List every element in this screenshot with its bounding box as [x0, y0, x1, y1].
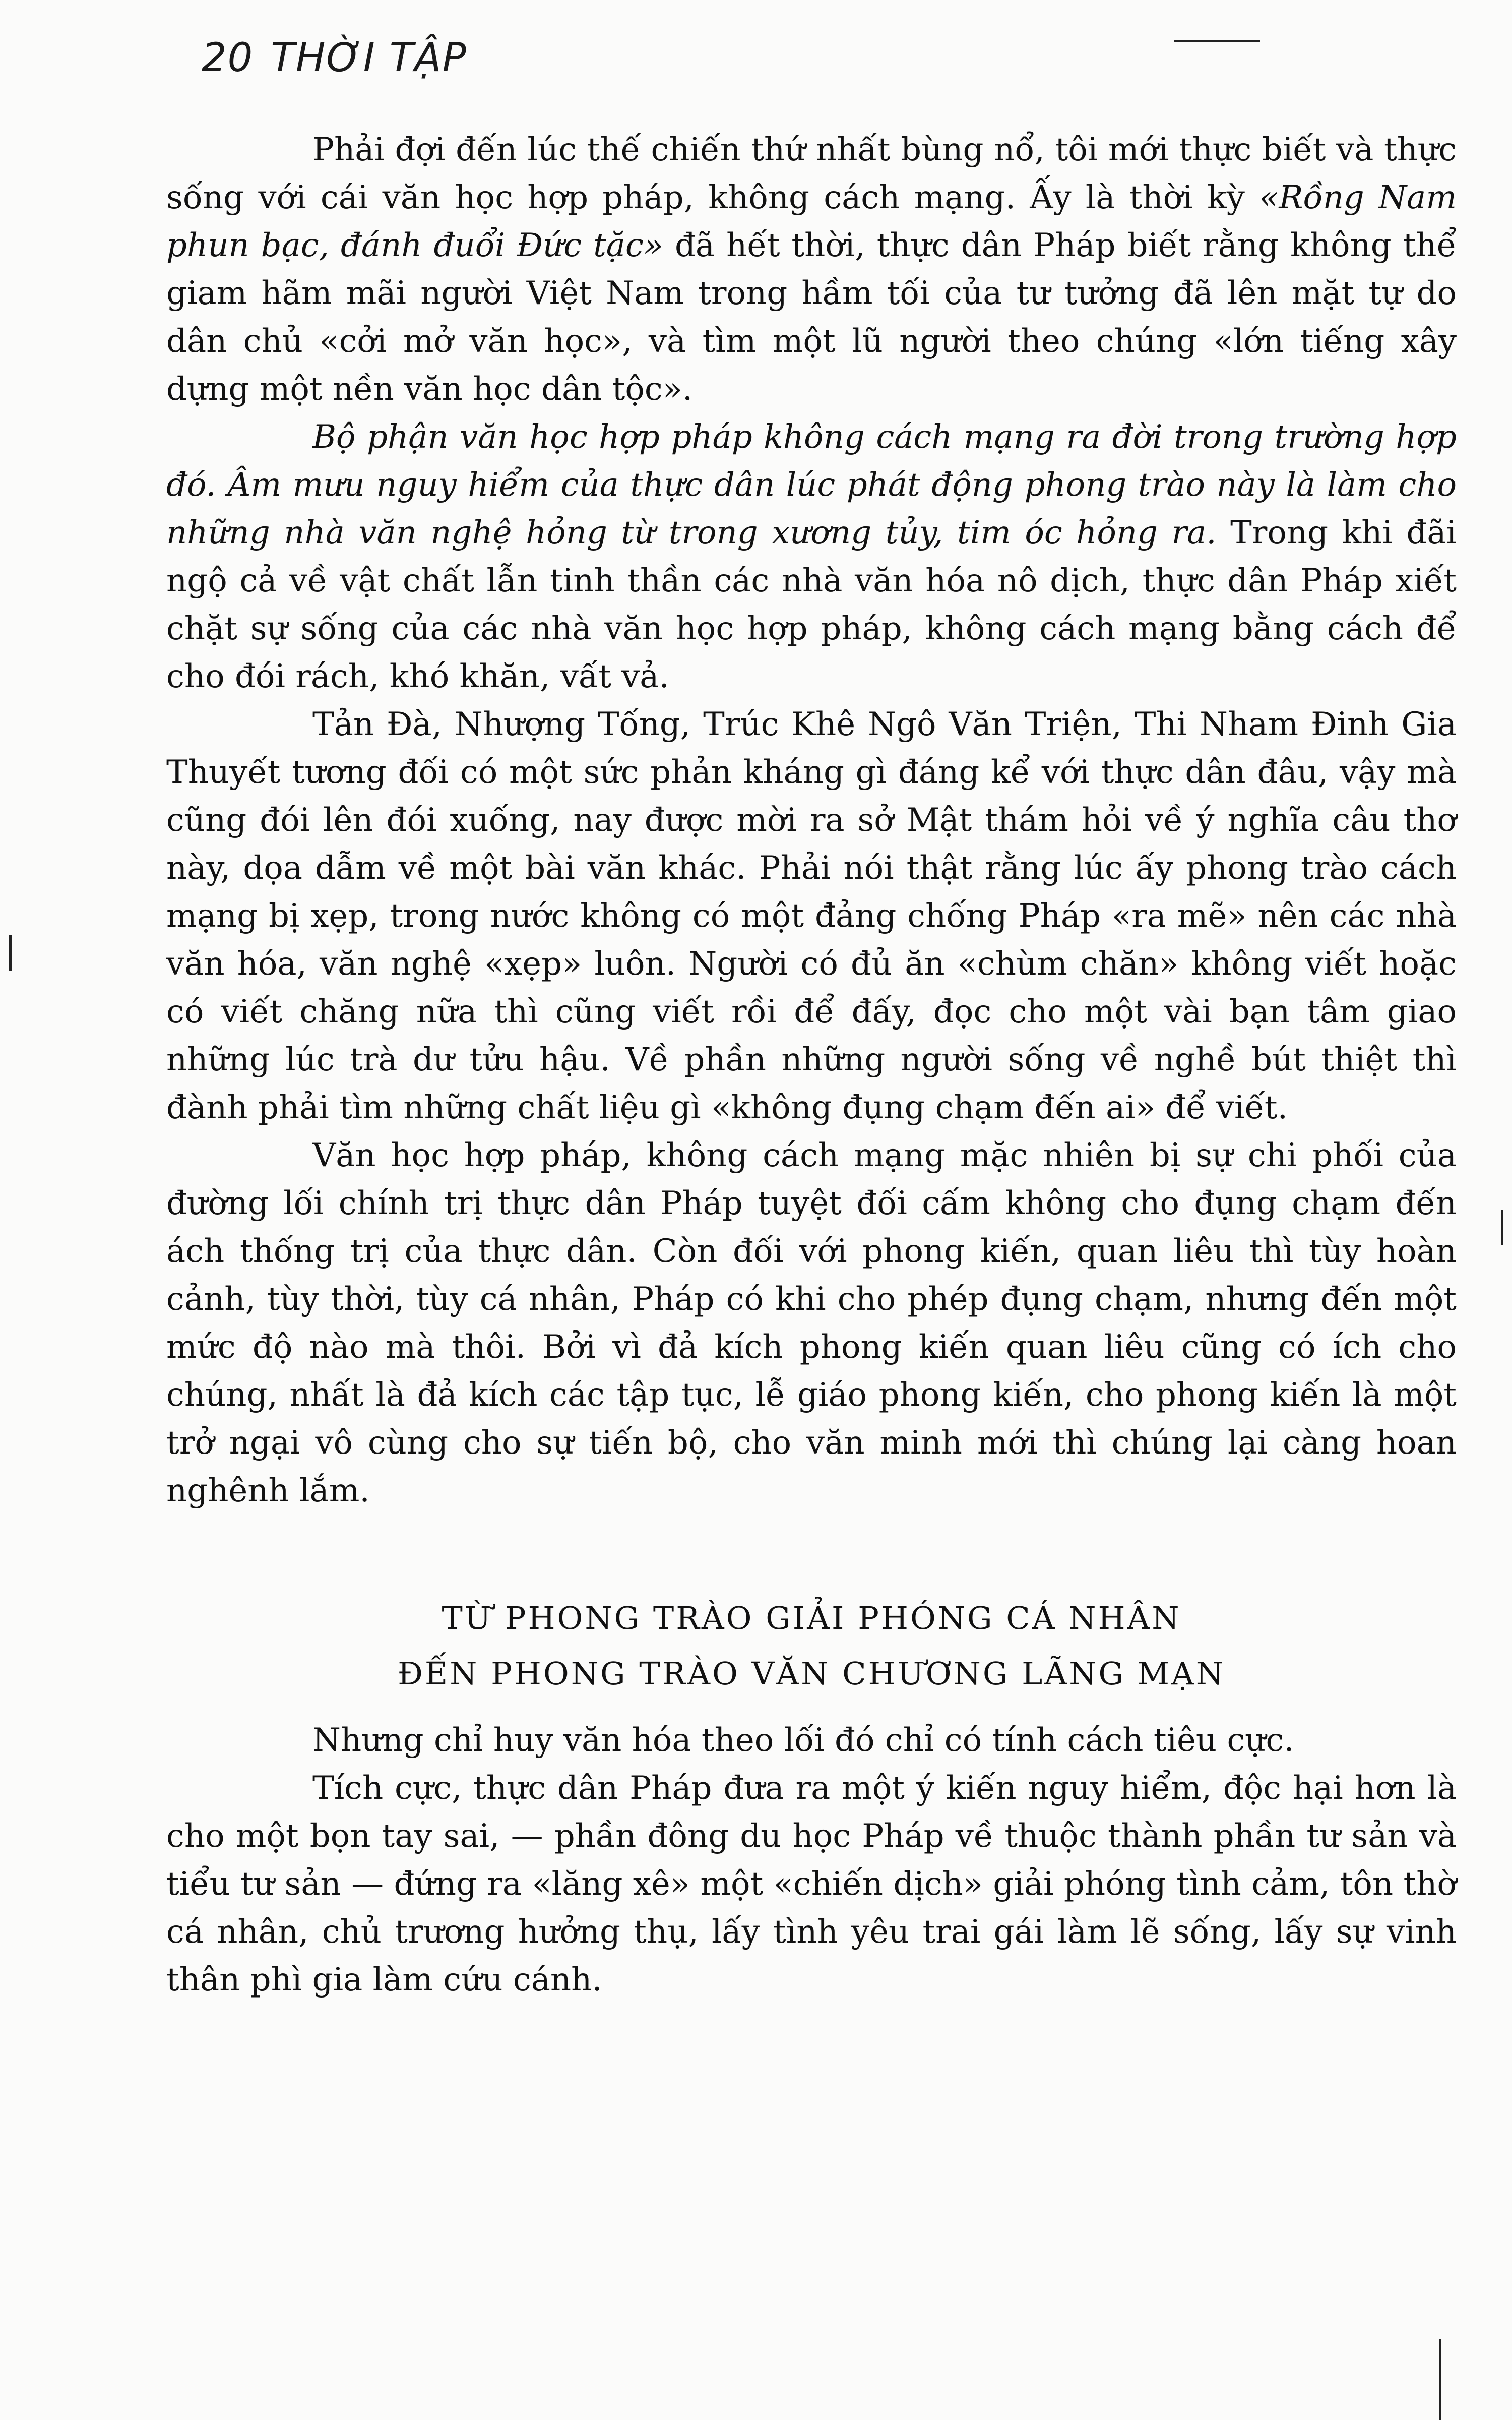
section-heading-line-2: ĐẾN PHONG TRÀO VĂN CHƯƠNG LÃNG MẠN — [397, 1655, 1226, 1692]
running-head — [202, 35, 467, 81]
paragraph-1-part-a: Phải đợi đến lúc thế chiến thứ nhất bùng nổ, tôi mới thực biết và thực sống với cái văn học hợp pháp, không cách mạng. Ấy là thời kỳ — [166, 131, 1457, 216]
scan-mark-top — [1174, 40, 1260, 42]
paragraph-1 — [166, 126, 1457, 413]
section-heading — [166, 1591, 1457, 1702]
running-title: THỜI TẬP — [271, 35, 467, 81]
page-number: 20 — [202, 35, 254, 81]
paragraph-2-part-b: Trong khi đãi ngộ cả về vật chất lẫn tinh thần các nhà văn hóa nô dịch, thực dân Pháp xiết chặt sự sống của các nhà văn học hợp pháp, không cách mạng bằng cách để cho đói rách, khó khăn, vất vả. — [166, 514, 1457, 695]
paragraph-1-quote: «Rồng Nam phun bạc, đánh đuổi Đức tặc» — [166, 179, 1457, 264]
paragraph-6: Tích cực, thực dân Pháp đưa ra một ý kiến nguy hiểm, độc hại hơn là cho một bọn tay sai, — phần đông du học Pháp về thuộc thành phần tư sản và tiểu tư sản — đứng ra «lăng xê» một «chiến dịch» giải phóng tình cảm, tôn thờ cá nhân, chủ trương hưởng thụ, lấy tình yêu trai gái làm lẽ sống, lấy sự vinh thân phì gia làm cứu cánh. — [166, 1770, 1457, 1999]
paragraph-2-italic: Bộ phận văn học hợp pháp không cách mạng ra đời trong trường hợp đó. Âm mưu nguy hiểm của thực dân lúc phát động phong trào này là làm cho những nhà văn nghệ hỏng từ trong xương tủy, tim óc hỏng ra. — [166, 418, 1457, 552]
paragraph-4: Văn học hợp pháp, không cách mạng mặc nhiên bị sự chi phối của đường lối chính trị thực dân Pháp tuyệt đối cấm không cho đụng chạm đến ách thống trị của thực dân. Còn đối với phong kiến, quan liêu thì tùy hoàn cảnh, tùy thời, tùy cá nhân, Pháp có khi cho phép đụng chạm, nhưng đến một mức độ nào mà thôi. Bởi vì đả kích phong kiến quan liêu cũng có ích cho chúng, nhất là đả kích các tập tục, lễ giáo phong kiến, cho phong kiến là một trở ngại vô cùng cho sự tiến bộ, cho văn minh mới thì chúng lại càng hoan nghênh lắm. — [166, 1137, 1457, 1509]
scan-mark-right — [1501, 1210, 1503, 1245]
body-text — [166, 126, 1457, 2004]
scan-mark-bottom-right — [1439, 2339, 1441, 2420]
scan-mark-left — [9, 935, 12, 971]
paragraph-2 — [166, 413, 1457, 701]
paragraph-3: Tản Đà, Nhượng Tống, Trúc Khê Ngô Văn Triện, Thi Nham Đinh Gia Thuyết tương đối có một sức phản kháng gì đáng kể với thực dân đâu, vậy mà cũng đói lên đói xuống, nay được mời ra sở Mật thám hỏi về ý nghĩa câu thơ này, dọa dẫm về một bài văn khác. Phải nói thật rằng lúc ấy phong trào cách mạng bị xẹp, trong nước không có một đảng chống Pháp «ra mẽ» nên các nhà văn hóa, văn nghệ «xẹp» luôn. Người có đủ ăn «chùm chăn» không viết hoặc có viết chăng nữa thì cũng viết rồi để đấy, đọc cho một vài bạn tâm giao những lúc trà dư tửu hậu. Về phần những người sống về nghề bút thiệt thì đành phải tìm những chất liệu gì «không đụng chạm đến ai» để viết. — [166, 706, 1457, 1126]
paragraph-1-part-c: đã hết thời, thực dân Pháp biết rằng không thể giam hãm mãi người Việt Nam trong hầm tối của tư tưởng đã lên mặt tự do dân chủ «cởi mở văn học», và tìm một lũ người theo chúng «lớn tiếng xây dựng một nền văn học dân tộc». — [166, 227, 1457, 408]
paragraph-5: Nhưng chỉ huy văn hóa theo lối đó chỉ có tính cách tiêu cực. — [312, 1722, 1294, 1759]
section-heading-line-1: TỪ PHONG TRÀO GIẢI PHÓNG CÁ NHÂN — [442, 1600, 1181, 1637]
